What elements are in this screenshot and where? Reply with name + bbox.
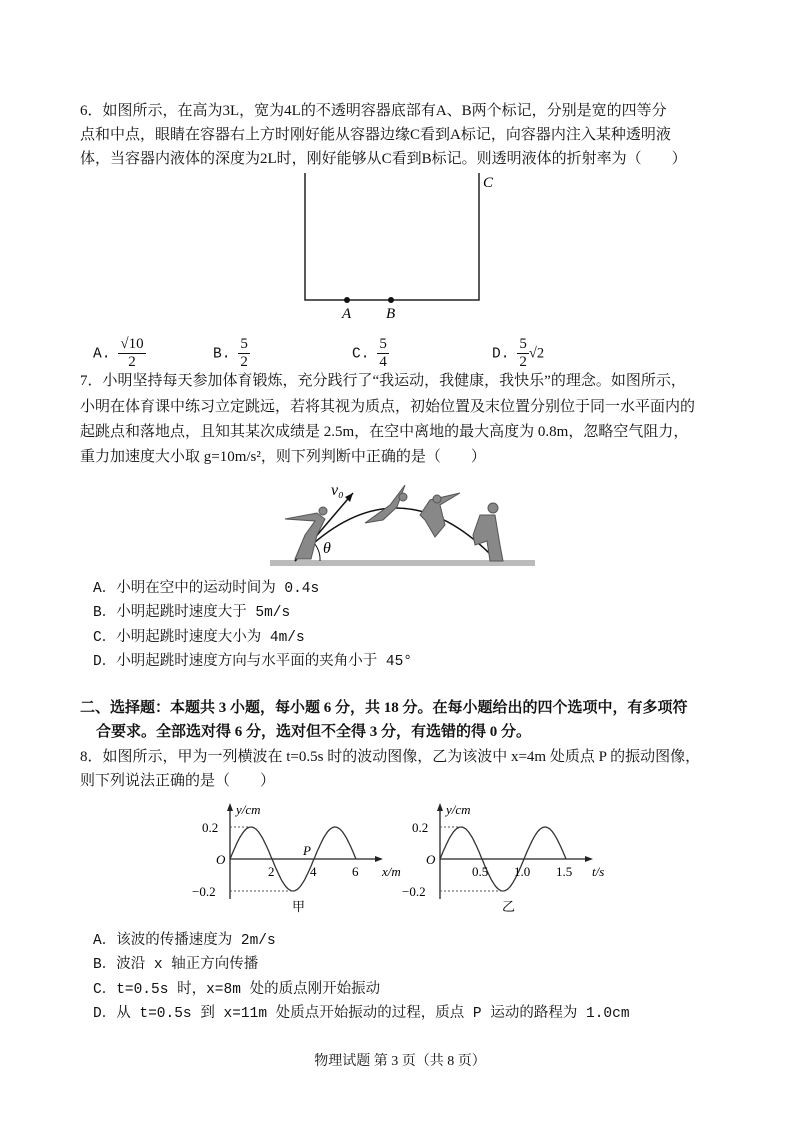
label-b: B <box>386 306 396 322</box>
numerator: √10 <box>120 336 144 352</box>
page-footer: 物理试题 第 3 页（共 8 页） <box>314 1054 486 1069</box>
q7-line-4: 重力加速度大小取 g=10m/s²，则下列判断中正确的是（ ） <box>80 449 486 465</box>
q7-line-2: 小明在体育课中练习立定跳远，若将其视为质点，初始位置及末位置分别位于同一水平面内的 <box>80 399 696 415</box>
origin-label: O <box>426 852 436 867</box>
option-letter: C. <box>352 346 370 363</box>
y-tick-label: 0.2 <box>412 820 429 835</box>
q6-line-1: 6．如图所示，在高为3L，宽为4L的不透明容器底部有A、B两个标记，分别是宽的四等分 <box>80 103 667 119</box>
x-tick-label: 6 <box>352 864 359 879</box>
x-tick-label: 4 <box>310 864 317 879</box>
option-letter: A. <box>93 346 111 363</box>
option-letter: D. <box>492 346 510 363</box>
denominator: 4 <box>379 354 387 370</box>
q6-container-figure <box>290 170 510 325</box>
y-axis-arrow-icon <box>227 803 233 811</box>
q7-option-a[interactable]: A．小明在空中的运动时间为 0.4s <box>93 581 320 597</box>
q7-option-d[interactable]: D．小明起跳时速度方向与水平面的夹角小于 45° <box>93 654 413 670</box>
y-tick-label: 0.2 <box>202 820 219 835</box>
q8-graphs <box>0 800 800 925</box>
q6-option-d[interactable] <box>492 336 544 371</box>
x-axis-label: x/m <box>382 864 401 879</box>
y-axis-label: y/cm <box>446 802 471 817</box>
q8-line-1: 8．如图所示，甲为一列横波在 t=0.5s 时的波动图像，乙为该波中 x=4m 处质点 P 的振动图像， <box>80 749 701 765</box>
denominator: 2 <box>128 354 136 370</box>
x-axis-label: t/s <box>592 864 605 879</box>
q6-option-c[interactable] <box>352 336 389 371</box>
origin-label: O <box>216 852 226 867</box>
label-a: A <box>342 306 352 322</box>
q7-line-3: 起跳点和落地点，且知其某次成绩是 2.5m，在空中离地的最大高度为 0.8m，忽略空气阻力， <box>80 424 689 440</box>
denominator: 2 <box>519 354 527 370</box>
q6-line-2: 点和中点，眼睛在容器右上方时刚好能从容器边缘C看到A标记，向容器内注入某种透明液 <box>80 127 671 143</box>
theta-label: θ <box>323 540 331 557</box>
label-c: C <box>483 175 494 191</box>
option-letter: B. <box>213 346 231 363</box>
x-axis-arrow-icon <box>375 856 383 862</box>
y-axis-label: y/cm <box>236 802 261 817</box>
q7-line-1: 7．小明坚持每天参加体育锻炼，充分践行了“我运动，我健康，我快乐”的理念。如图所示， <box>80 373 686 389</box>
q6-line-3: 体，当容器内液体的深度为2L时，刚好能够从C看到B标记。则透明液体的折射率为（ ） <box>80 151 687 167</box>
x-tick-label: 1.5 <box>556 864 573 879</box>
q8-option-b[interactable]: B．波沿 x 轴正方向传播 <box>93 957 259 973</box>
section2-line-2: 合要求。全部选对得 6 分，选对但不全得 3 分，有选错的得 0 分。 <box>96 724 532 740</box>
q6-option-a[interactable] <box>93 336 146 371</box>
q6-option-b[interactable] <box>213 336 250 371</box>
x-tick-label: 0.5 <box>472 864 489 879</box>
denominator: 2 <box>240 354 248 370</box>
x-axis-arrow-icon <box>585 856 593 862</box>
x-tick-label: 2 <box>268 864 275 879</box>
v0-label: v₀ <box>331 482 344 499</box>
q8-option-d[interactable]: D．从 t=0.5s 到 x=11m 处质点开始振动的过程，质点 P 运动的路程为 1.0cm <box>93 1006 630 1022</box>
numerator: 5 <box>519 336 527 352</box>
q8-option-a[interactable]: A．该波的传播速度为 2m/s <box>93 933 276 949</box>
q8-line-2: 则下列说法正确的是（ ） <box>80 773 276 789</box>
mark-b-dot <box>388 297 394 303</box>
q8-option-c[interactable]: C．t=0.5s 时，x=8m 处的质点刚开始振动 <box>93 982 381 998</box>
section2-line-1: 二、选择题：本题共 3 小题，每小题 6 分，共 18 分。在每小题给出的四个选项中，有多项符 <box>80 700 688 716</box>
x-tick-label: 1.0 <box>514 864 531 879</box>
graph-title: 乙 <box>502 899 516 914</box>
container-outline <box>305 173 479 300</box>
q7-option-b[interactable]: B．小明起跳时速度大于 5m/s <box>93 605 291 621</box>
y-tick-label: −0.2 <box>402 884 426 899</box>
option-suffix: √2 <box>528 345 545 362</box>
numerator: 5 <box>240 336 248 352</box>
mark-a-dot <box>344 297 350 303</box>
q7-option-c[interactable]: C．小明起跳时速度大小为 4m/s <box>93 630 305 646</box>
point-p-label: P <box>303 843 311 858</box>
q7-jump-figure <box>265 475 545 570</box>
numerator: 5 <box>379 336 387 352</box>
y-axis-arrow-icon <box>437 803 443 811</box>
graph-title: 甲 <box>292 899 306 914</box>
y-tick-label: −0.2 <box>192 884 216 899</box>
